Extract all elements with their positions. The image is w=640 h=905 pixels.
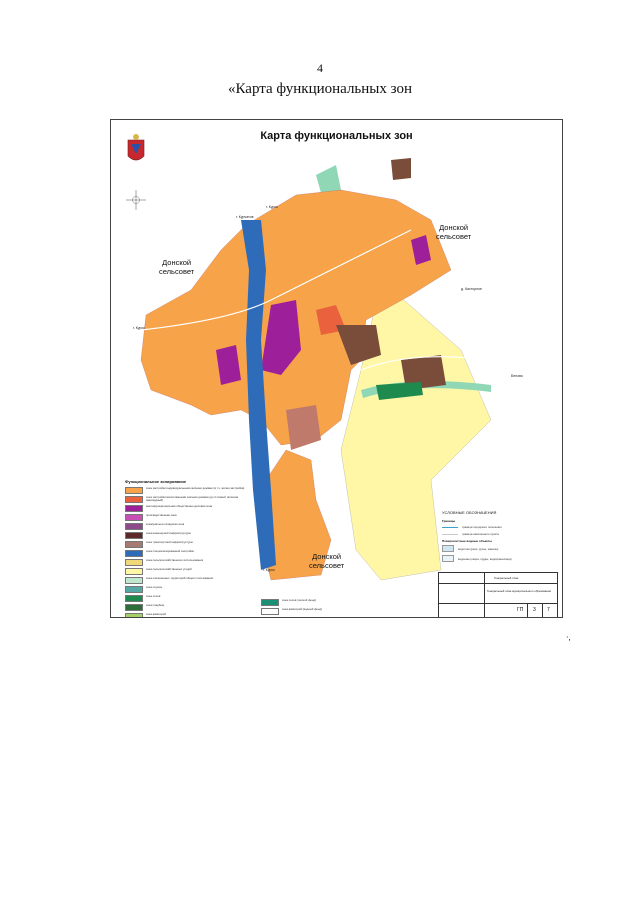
stamp-caption: Генеральный план: [494, 576, 519, 580]
legend-item: [125, 559, 250, 566]
conventions-title: УСЛОВНЫЕ ОБОЗНАЧЕНИЯ: [442, 510, 497, 515]
legend-label: зона сельскохозяйственного использования: [146, 558, 204, 562]
legend-swatch: [125, 568, 143, 575]
legend-swatch: [125, 505, 143, 512]
convention-label: граница городского поселения: [462, 525, 502, 529]
road-label: г. Курск: [133, 326, 145, 330]
road-label: д. Касторное: [461, 287, 483, 291]
legend-item: [125, 586, 250, 593]
legend-label: зона застройки малоэтажными жилыми домами (до 4 этажей, включая мансардный): [146, 495, 239, 503]
legend-label: производственная зона: [146, 513, 177, 517]
stamp-sheet-total: 7: [547, 607, 550, 613]
legend-swatch: [125, 577, 143, 584]
legend-item: [125, 496, 250, 503]
legend-label: зона инженерной инфраструктуры: [146, 531, 191, 535]
legend-swatch: [261, 608, 279, 615]
stamp-sheet-num: 3: [533, 607, 536, 613]
legend-item: [125, 577, 250, 584]
legend-label: зона транспортной инфраструктуры: [146, 540, 193, 544]
convention-item: [442, 545, 552, 552]
stamp-doc-title: Генеральный план муниципального образования: [487, 589, 551, 593]
forest-zone-2: [391, 158, 411, 180]
convention-label: граница населенного пункта: [462, 532, 499, 536]
legend-extra-list: [261, 599, 331, 615]
borders-title: Границы: [442, 519, 456, 523]
legend-item: [261, 608, 331, 615]
legend-label: зона кладбищ: [146, 603, 165, 607]
page-heading: «Карта функциональных зон: [228, 81, 412, 97]
road-label: Белово: [511, 374, 523, 378]
legend-label: зона лесов: [146, 594, 161, 598]
legend-extra: [261, 599, 331, 617]
margin-mark: ·,: [566, 633, 571, 642]
legend: [125, 479, 250, 618]
legend-label: зона акваторий (водный фонд): [282, 607, 323, 611]
engineering-zone: [286, 405, 321, 450]
legend-label: коммунально-складская зона: [146, 522, 185, 526]
road-label: г. Курск: [266, 205, 278, 209]
legend-swatch: [261, 599, 279, 606]
territory-label-west: Донской сельсовет: [159, 258, 195, 276]
page-number: 4: [317, 61, 323, 75]
convention-symbol: [442, 527, 458, 528]
stamp-sheet-label: ГП: [517, 607, 524, 613]
legend-label: многофункциональная общественно-деловая зона: [146, 504, 213, 508]
legend-item: [125, 505, 250, 512]
convention-item: [442, 525, 552, 529]
convention-item: [442, 532, 552, 536]
territory-label-south: Донской сельсовет: [309, 552, 345, 570]
legend-swatch: [125, 496, 143, 503]
legend-label: зона сельскохозяйственных угодий: [146, 567, 192, 571]
legend-swatch: [125, 514, 143, 521]
legend-item: [261, 599, 331, 606]
convention-symbol: [442, 545, 454, 552]
legend-label: зона акваторий: [146, 612, 166, 616]
compass-icon: [126, 190, 146, 210]
legend-item: [125, 550, 250, 557]
water-list: [442, 545, 552, 562]
legend-item: [125, 595, 250, 602]
legend-swatch: [125, 541, 143, 548]
legend-swatch: [125, 523, 143, 530]
legend-title: Функциональное зонирование: [125, 479, 187, 484]
convention-label: водоемы (озера, пруды, водохранилища): [458, 556, 512, 561]
legend-label: зона озелененных территорий общего пользования: [146, 576, 214, 580]
legend-label: зона отдыха: [146, 585, 162, 589]
convention-item: [442, 555, 552, 562]
map-title: Карта функциональных зон: [260, 130, 413, 142]
legend-item: [125, 568, 250, 575]
borders-list: [442, 525, 552, 536]
convention-label: водотоки (реки, ручьи, каналы): [458, 546, 499, 551]
legend-item: [125, 523, 250, 530]
legend-swatch: [125, 586, 143, 593]
legend-swatch: [125, 613, 143, 618]
road-label: г. Курчатов: [236, 215, 254, 219]
legend-item: [125, 487, 250, 494]
legend-item: [125, 604, 250, 611]
legend-item: [125, 613, 250, 618]
title-block: [438, 572, 558, 618]
map-frame[interactable]: [110, 119, 563, 618]
road-label: г. Курск: [263, 568, 275, 572]
legend-swatch: [125, 532, 143, 539]
legend-item: [125, 514, 250, 521]
legend-label: зона специализированной застройки: [146, 549, 194, 553]
legend-swatch: [125, 595, 143, 602]
legend-swatch: [125, 604, 143, 611]
legend-label: зона лесов (лесной фонд): [282, 598, 317, 602]
legend-item: [125, 532, 250, 539]
legend-item: [125, 541, 250, 548]
territory-label-northeast: Донской сельсовет: [436, 223, 472, 241]
conventions: [442, 510, 552, 565]
convention-symbol: [442, 534, 458, 535]
legend-swatch: [125, 487, 143, 494]
legend-label: зона застройки индивидуальными жилыми домами (в т.ч. жилая застройка): [146, 486, 245, 490]
water-title: Поверхностные водные объекты: [442, 539, 492, 543]
legend-swatch: [125, 550, 143, 557]
convention-symbol: [442, 555, 454, 562]
legend-swatch: [125, 559, 143, 566]
legend-list: [125, 487, 250, 618]
